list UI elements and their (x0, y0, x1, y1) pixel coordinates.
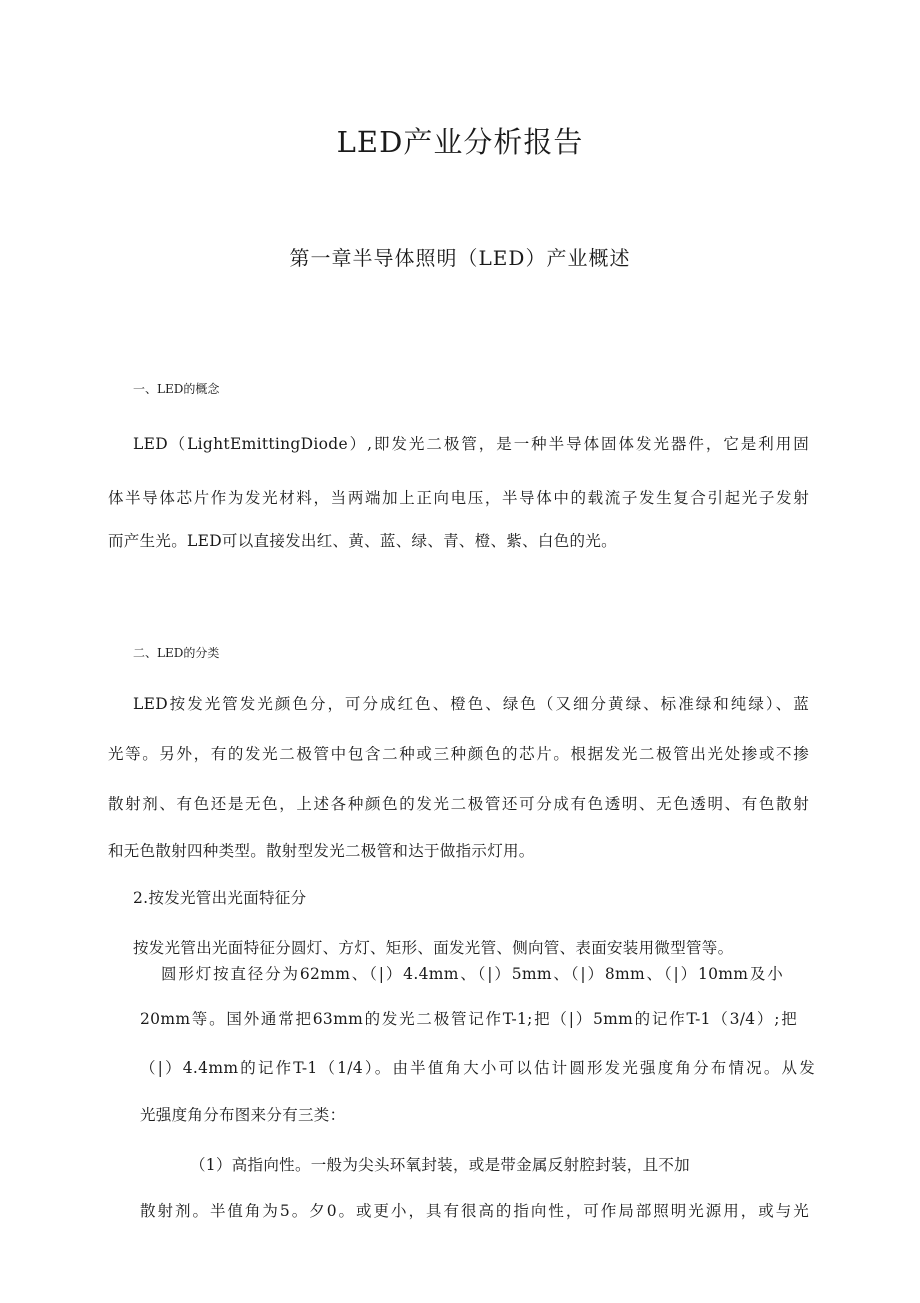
section-heading-concept: 一、LED的概念 (133, 382, 220, 396)
paragraph-line: 而产生光。LED可以直接发出红、黄、蓝、绿、青、橙、紫、白色的光。 (108, 532, 617, 550)
paragraph-line: （1）高指向性。一般为尖头环氧封装，或是带金属反射腔封装，且不加 (190, 1156, 690, 1174)
paragraph-line: LED（LightEmittingDiode）,即发光二极管，是一种半导体固体发光器件，它是利用固 (133, 435, 809, 453)
paragraph-line: 按发光管出光面特征分圆灯、方灯、矩形、面发光管、侧向管、表面安装用微型管等。 (133, 939, 734, 957)
paragraph-line: 体半导体芯片作为发光材料，当两端加上正向电压，半导体中的载流子发生复合引起光子发射 (108, 489, 809, 507)
subheading: 2.按发光管出光面特征分 (133, 889, 307, 907)
paragraph-line: （|）4.4mm的记作T-1（1/4）。由半值角大小可以估计圆形发光强度角分布情况。从发 (140, 1059, 815, 1077)
paragraph-line: 和无色散射四种类型。散射型发光二极管和达于做指示灯用。 (108, 842, 535, 860)
paragraph-line: LED按发光管发光颜色分，可分成红色、橙色、绿色（又细分黄绿、标准绿和纯绿）、蓝 (133, 695, 809, 713)
paragraph-line: 圆形灯按直径分为62mm、（|）4.4mm、（|）5mm、（|）8mm、（|）10mm及小 (161, 965, 783, 983)
paragraph-line: 散射剂、有色还是无色，上述各种颜色的发光二极管还可分成有色透明、无色透明、有色散射 (108, 795, 809, 813)
paragraph-line: 散射剂。半值角为5。夕0。或更小，具有很高的指向性，可作局部照明光源用，或与光 (140, 1202, 809, 1220)
paragraph-line: 光等。另外，有的发光二极管中包含二种或三种颜色的芯片。根据发光二极管出光处掺或不掺 (108, 745, 809, 763)
paragraph-line: 光强度角分布图来分有三类： (140, 1106, 346, 1124)
section-heading-classification: 二、LED的分类 (133, 646, 220, 660)
chapter-heading: 第一章半导体照明（LED）产业概述 (289, 246, 631, 270)
paragraph-line: 20mm等。国外通常把63mm的发光二极管记作T-1;把（|）5mm的记作T-1（3/4）;把 (140, 1010, 797, 1028)
document-title: LED产业分析报告 (336, 125, 584, 159)
